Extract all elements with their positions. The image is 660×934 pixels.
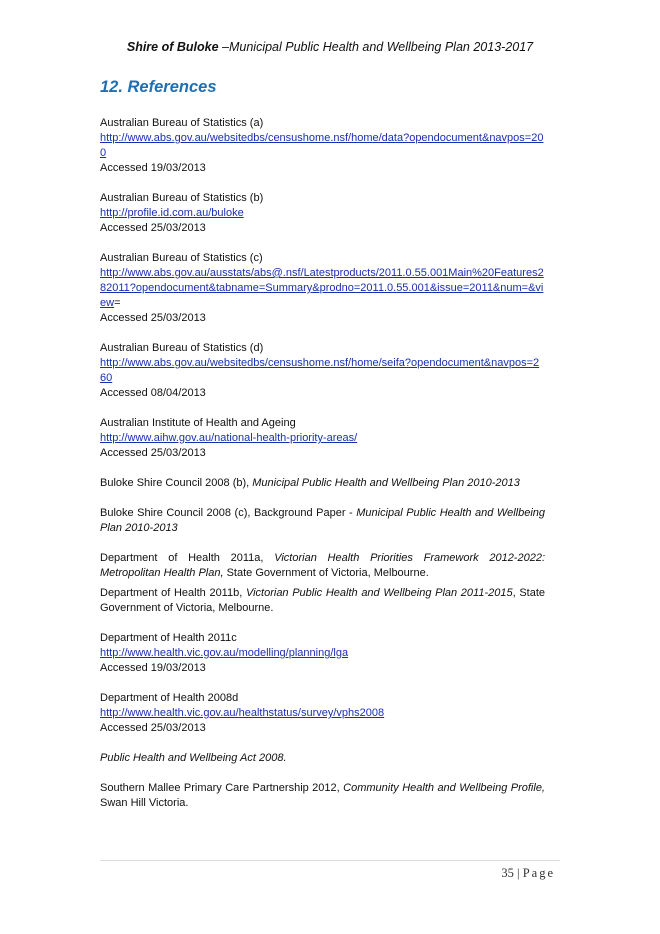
reference-accessed: Accessed 19/03/2013 <box>100 662 206 674</box>
reference-publisher: , State Government of Victoria, Melbourne. <box>100 587 546 614</box>
reference-link[interactable]: http://profile.id.com.au/buloke <box>100 207 244 219</box>
reference-author: Buloke Shire Council 2008 (b), <box>100 477 253 489</box>
reference-author: Australian Bureau of Statistics (a) <box>100 117 264 129</box>
reference-link-trail: = <box>114 297 121 309</box>
running-header <box>0 40 660 54</box>
reference-title: Public Health and Wellbeing Act 2008. <box>100 752 287 764</box>
reference-author: Australian Institute of Health and Ageing <box>100 417 296 429</box>
header-plan-title: Municipal Public Health and Wellbeing Plan 2013-2017 <box>228 40 534 54</box>
page-number-value: 35 <box>501 866 514 880</box>
page-number-separator: | <box>513 866 523 880</box>
reference-link[interactable]: http://www.abs.gov.au/websitedbs/censushome.nsf/home/seifa?opendocument&navpos=260 <box>100 357 540 384</box>
reference-abs-a <box>100 116 545 176</box>
reference-list <box>100 116 545 826</box>
reference-author: Australian Bureau of Statistics (b) <box>100 192 264 204</box>
header-organization: Shire of Buloke <box>126 40 219 54</box>
reference-title: Victorian Health Priorities Framework 2012-2022: Metropolitan Health Plan, <box>100 552 546 579</box>
reference-author: Australian Bureau of Statistics (c) <box>100 252 263 264</box>
reference-accessed: Accessed 25/03/2013 <box>100 222 206 234</box>
reference-publisher: State Government of Victoria, Melbourne. <box>223 567 429 579</box>
reference-author: Department of Health 2011b, <box>100 587 246 599</box>
header-dash: – <box>218 40 229 54</box>
reference-abs-c <box>100 251 545 326</box>
reference-buloke-b <box>100 476 545 491</box>
reference-doh-2011a <box>100 551 545 581</box>
reference-link[interactable]: http://www.health.vic.gov.au/modelling/planning/lga <box>100 647 349 659</box>
footer-divider <box>100 860 560 861</box>
reference-accessed: Accessed 25/03/2013 <box>100 447 206 459</box>
reference-doh-2011c <box>100 631 545 676</box>
reference-doh-2008d <box>100 691 545 736</box>
reference-publisher: Swan Hill Victoria. <box>100 797 189 809</box>
reference-title: Municipal Public Health and Wellbeing Plan 2010-2013 <box>100 507 545 534</box>
reference-link[interactable]: http://www.aihw.gov.au/national-health-priority-areas/ <box>100 432 358 444</box>
reference-link-wrapper <box>100 266 545 311</box>
section-title: 12. References <box>100 78 217 96</box>
reference-title: Community Health and Wellbeing Profile, <box>343 782 545 794</box>
reference-accessed: Accessed 25/03/2013 <box>100 722 206 734</box>
page-number <box>501 866 555 881</box>
reference-author: Department of Health 2008d <box>100 692 239 704</box>
reference-buloke-c <box>100 506 545 536</box>
reference-title: Victorian Public Health and Wellbeing Plan 2011-2015 <box>245 587 513 599</box>
reference-author: Australian Bureau of Statistics (d) <box>100 342 264 354</box>
reference-link[interactable]: http://www.abs.gov.au/ausstats/abs@.nsf/Latestproducts/2011.0.55.001Main%20Features282011?opendocument&tabname=Summary&prodno=2011.0.55.001&issue=2011&num=&view <box>100 267 544 309</box>
reference-smpcp <box>100 781 545 811</box>
reference-accessed: Accessed 08/04/2013 <box>100 387 206 399</box>
reference-author: Department of Health 2011c <box>100 632 237 644</box>
reference-act <box>100 751 545 766</box>
reference-title: Municipal Public Health and Wellbeing Plan 2010-2013 <box>252 477 520 489</box>
reference-author: Department of Health 2011a, <box>100 552 275 564</box>
reference-abs-d <box>100 341 545 401</box>
reference-author: Buloke Shire Council 2008 (c), Background Paper - <box>100 507 357 519</box>
reference-author: Southern Mallee Primary Care Partnership 2012, <box>100 782 344 794</box>
reference-abs-b <box>100 191 545 236</box>
reference-aihw <box>100 416 545 461</box>
page-number-word: Page <box>522 866 555 880</box>
reference-accessed: Accessed 25/03/2013 <box>100 312 206 324</box>
reference-accessed: Accessed 19/03/2013 <box>100 162 206 174</box>
reference-link[interactable]: http://www.health.vic.gov.au/healthstatus/survey/vphs2008 <box>100 707 385 719</box>
reference-link[interactable]: http://www.abs.gov.au/websitedbs/censushome.nsf/home/data?opendocument&navpos=200 <box>100 132 544 159</box>
reference-doh-2011b <box>100 586 545 616</box>
